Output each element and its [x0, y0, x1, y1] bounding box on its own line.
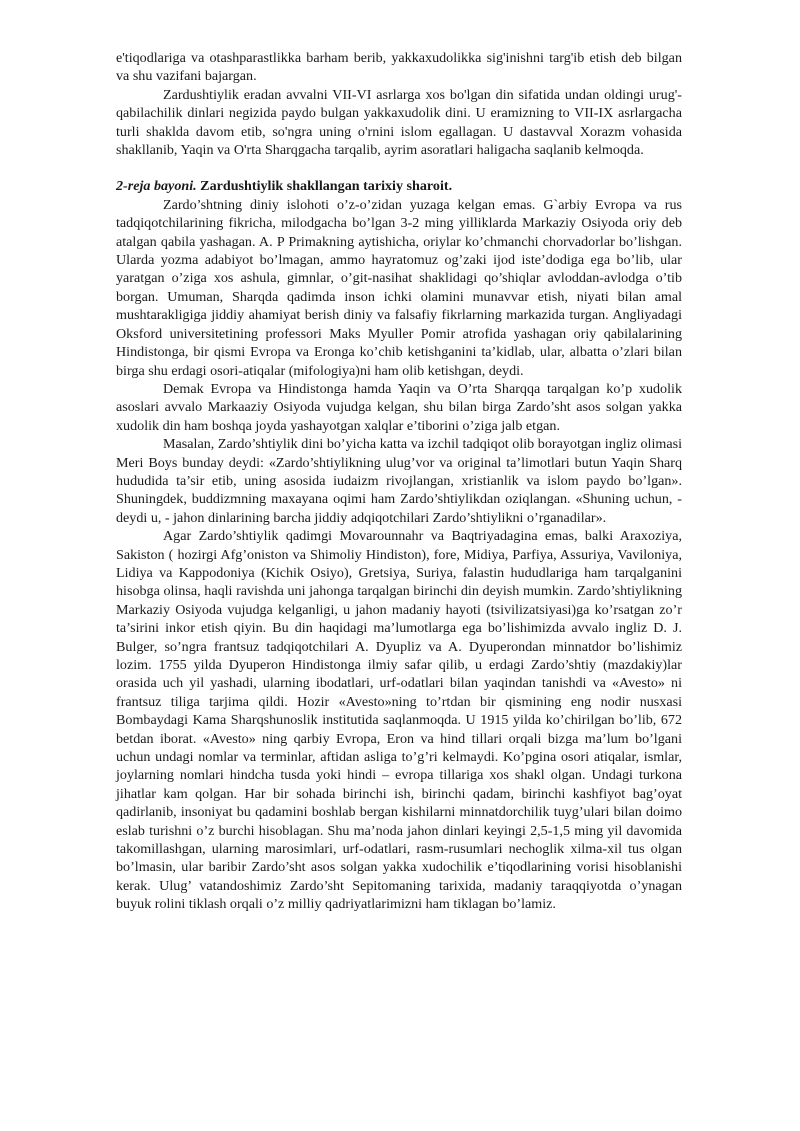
section-number: 2-reja bayoni.: [116, 178, 197, 195]
document-page: [116, 49, 682, 914]
paragraph-zardushtiylik-intro: Zardushtiylik eradan avvalni VII-VI asrlarga xos bo'lgan din sifatida undan oldingi urug'-qabilachilik dinlari negizida paydo bulgan yakkaxudolik dini. U eramizning to VII-IX asrlargacha turli shaklda davom etib, so'ngra uning o'rnini islom egallagan. U dastavval Xorazm vohasida shakllanib, Yaqin va O'rta Sharqgacha tarqalib, ayrim asoratlari haligacha saqlanib kelmoqda.: [116, 86, 682, 159]
body-paragraph: Zardo’shtning diniy islohoti o’z-o’zidan yuzaga kelgan emas. G`arbiy Evropa va rus tadqiqotchilarining fikricha, milodgacha bo’lgan 3-2 ming yilliklarda Markaziy Osiyoda oriy deb atalgan qabila yashagan. A. P Primakning aytishicha, oriylar ko’chmanchi chorvadorlar bo’lishgan. Ularda yozma adabiyot bo’lmagan, ammo hayratomuz og’zaki ijod iste’dodiga ega bo’lib, ular yaratgan o’ziga xos ashula, gimnlar, o’git-nasihat shaklidagi qo’shiqlar avloddan-avlodga o’tib borgan. Umuman, Sharqda qadimda inson ichki olamini munavvar etish, niyati bilan amal mushtarakligiga jiddiy ahamiyat berish diniy va falsafiy fikrlarning markazida turgan. Angliyadagi Oksford universitetining professori Maks Myuller Pomir atrofida yashagan oriy qabilalarining Hindistonga, bir qismi Evropa va Eronga ko’chib ketishganini ta’kidlab, ular, albatta o’zlari bilan birga shu erdagi osori-atiqalar (mifologiya)ni ham olib ketishgan, deydi.: [116, 196, 682, 379]
section-title: Zardushtiylik shakllangan tarixiy sharoit.: [200, 178, 453, 195]
paragraph-continuation: e'tiqodlariga va otashparastlikka barham berib, yakkaxudolikka sig'inishni targ'ib etish deb bilgan va shu vazifani bajargan.: [116, 50, 682, 85]
body-paragraph: Masalan, Zardo’shtiylik dini bo’yicha katta va izchil tadqiqot olib borayotgan ingliz olimasi Meri Boys bunday deydi: «Zardo’shtiylikning ulug’vor va original ta’limotlari butun Yaqin Sharq hududida ta’sir etib, uning asosida iudaizm rivojlangan, xristianlik va islom paydo bo’lgan». Shuningdek, buddizmning maxayana oqimi ham Zardo’shtiylikdan oziqlangan. «Shuning uchun, - deydi u, - jahon dinlarining barcha jiddiy adqiqotchilari Zardo’shtiylikni o’rganadilar».: [116, 436, 682, 526]
section-heading: [116, 177, 682, 195]
body-paragraph: Demak Evropa va Hindistonga hamda Yaqin va O’rta Sharqqa tarqalgan ko’p xudolik asoslari avvalo Markaaziy Osiyoda vujudga kelgan, shu bilan birga Zardo’sht asos solgan yakka xudolik din ham boshqa joyda yashayotgan xalqlar e’tiborini o’ziga jalb etgan.: [116, 380, 682, 434]
body-paragraph: Agar Zardo’shtiylik qadimgi Movarounnahr va Baqtriyadagina emas, balki Araxoziya, Sakiston ( hozirgi Afg’oniston va Shimoliy Hindiston), fore, Midiya, Parfiya, Assuriya, Vaviloniya, Lidiya va Kappodoniya (Kichik Osiyo), Gretsiya, Suriya, falastin hududlariga ham tarqalganini hisobga olinsa, haqli ravishda uni jahonga tarqalgan birinchi din deyish mumkin. Zardo’shtiylikning Markaziy Osiyoda vujudga kelganligi, u jahon madaniy hayoti (tsivilizatsiyasi)ga ko’rsatgan zo’r ta’sirini inkor etish qiyin. Bu din haqidagi ma’lumotlarga ega bo’lishimizda avvalo ingliz D. J. Bulger, so’ngra frantsuz tadqiqotchilari A. Dyupliz va A. Dyuperondan minnatdor bo’lishimiz lozim. 1755 yilda Dyuperon Hindistonga ilmiy safar qilib, u erdagi Zardo’shtiy (mazdakiy)lar orasida uch yil yashadi, ularning ibodatlari, urf-odatlari bilan yaqindan tanishdi va «Avesto» ni frantsuz tiliga tarjima qildi. Hozir «Avesto»ning to’rtdan bir qismining eng nodir nusxasi Bombaydagi Kama Sharqshunoslik institutida saqlanmoqda. U 1915 yilda ko’chirilgan bo’lib, 672 betdan iborat. «Avesto» ning qarbiy Evropa, Eron va hind tillari orqali bizga ma’lum bo’lgani uchun undagi nomlar va terminlar, aftidan asliga to’g’ri kelmaydi. Ko’pgina osori atiqalar, ismlar, joylarning nomlari hindcha tusda yoki hindi – evropa tillariga xos shakl olgan. Undagi turkona jihatlar kam qolgan. Har bir sohada birinchi ish, birinchi qadam, birinchi kashfiyot bag’oyat qadirlanib, insoniyat bu qadamini boshlab bergan kishilarni minnatdorchilik tuyg’ulari bilan doimo eslab turishni o’z burchi hisoblagan. Shu ma’noda jahon dinlari keyingi 2,5-1,5 ming yil davomida takomillashgan, ularning marosimlari, urf-odatlari, rasm-rusumlari nechoglik xilma-xil tus olgan bo’lmasin, ular baribir Zardo’sht asos solgan yakka xudochilik e’tiqodlarining vorisi hisoblanishi kerak. Ulug’ vatandoshimiz Zardo’sht Sepitomaning tarixida, madaniy taraqqiyotda o’ynagan buyuk rolini tiklash orqali o’z milliy qadriyatlarimizni ham tiklagan bo’lamiz.: [116, 528, 682, 913]
